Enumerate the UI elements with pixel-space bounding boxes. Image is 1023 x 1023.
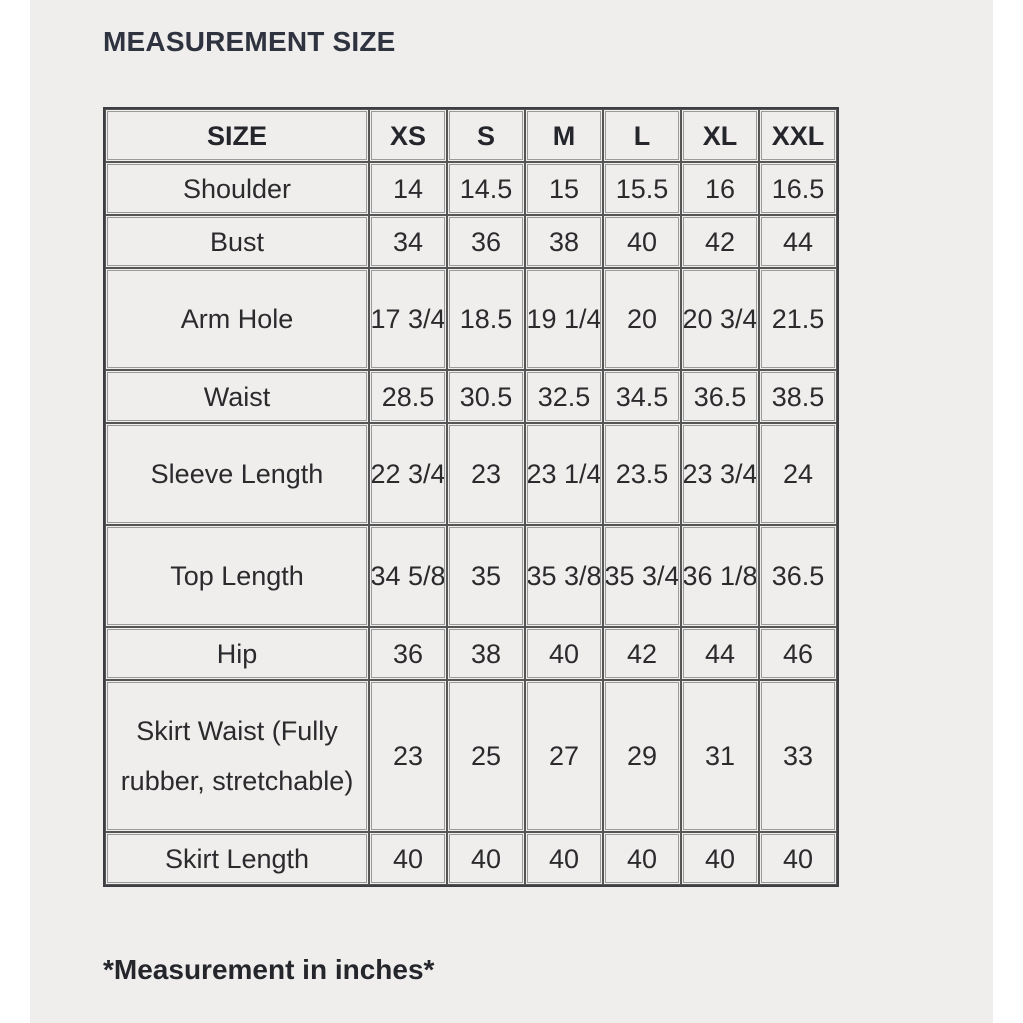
table-row [105, 627, 837, 680]
table-cell: 44 [759, 215, 837, 268]
table-cell: 23.5 [603, 423, 681, 525]
table-cell: 36.5 [759, 525, 837, 627]
table-cell: 34 [369, 215, 447, 268]
table-cell: 22 3/4 [369, 423, 447, 525]
header-cell: M [525, 109, 603, 162]
table-cell: 28.5 [369, 370, 447, 423]
table-cell: 35 3/8 [525, 525, 603, 627]
table-cell: 16 [681, 162, 759, 215]
table-cell: 40 [681, 832, 759, 885]
header-cell: S [447, 109, 525, 162]
table-cell: 34 5/8 [369, 525, 447, 627]
table-cell: 15 [525, 162, 603, 215]
table-cell: 36 1/8 [681, 525, 759, 627]
table-cell: 27 [525, 680, 603, 832]
header-cell: XL [681, 109, 759, 162]
table-cell: 36 [447, 215, 525, 268]
table-cell: 40 [603, 832, 681, 885]
table-cell: 34.5 [603, 370, 681, 423]
table-cell: 40 [447, 832, 525, 885]
row-label: Hip [105, 627, 369, 680]
table-cell: 20 3/4 [681, 268, 759, 370]
table-cell: 42 [681, 215, 759, 268]
table-cell: 36.5 [681, 370, 759, 423]
units-footnote: *Measurement in inches* [103, 954, 435, 985]
table-cell: 29 [603, 680, 681, 832]
table-cell: 38 [525, 215, 603, 268]
table-cell: 36 [369, 627, 447, 680]
table-cell: 15.5 [603, 162, 681, 215]
page-title: MEASUREMENT SIZE [103, 26, 396, 57]
table-row [105, 525, 837, 627]
table-cell: 44 [681, 627, 759, 680]
table-cell: 14 [369, 162, 447, 215]
table-row [105, 370, 837, 423]
row-label: Skirt Length [105, 832, 369, 885]
table-cell: 35 3/4 [603, 525, 681, 627]
table-cell: 40 [525, 627, 603, 680]
table-cell: 38 [447, 627, 525, 680]
row-label: Top Length [105, 525, 369, 627]
table-cell: 16.5 [759, 162, 837, 215]
table-cell: 23 1/4 [525, 423, 603, 525]
table-cell: 25 [447, 680, 525, 832]
header-cell: SIZE [105, 109, 369, 162]
row-label: Bust [105, 215, 369, 268]
table-cell: 14.5 [447, 162, 525, 215]
row-label: Skirt Waist (Fully rubber, stretchable) [105, 680, 369, 832]
table-cell: 40 [603, 215, 681, 268]
header-cell: L [603, 109, 681, 162]
table-row [105, 423, 837, 525]
table-cell: 19 1/4 [525, 268, 603, 370]
table-cell: 40 [369, 832, 447, 885]
table-cell: 30.5 [447, 370, 525, 423]
table-cell: 40 [759, 832, 837, 885]
table-cell: 46 [759, 627, 837, 680]
table-cell: 42 [603, 627, 681, 680]
header-cell: XS [369, 109, 447, 162]
table-cell: 24 [759, 423, 837, 525]
table-cell: 23 [447, 423, 525, 525]
table-cell: 18.5 [447, 268, 525, 370]
table-row [105, 162, 837, 215]
table-cell: 40 [525, 832, 603, 885]
table-cell: 35 [447, 525, 525, 627]
row-label: Sleeve Length [105, 423, 369, 525]
table-cell: 21.5 [759, 268, 837, 370]
table-header-row [105, 109, 837, 162]
table-cell: 32.5 [525, 370, 603, 423]
table-cell: 23 3/4 [681, 423, 759, 525]
table-row [105, 680, 837, 832]
row-label: Arm Hole [105, 268, 369, 370]
row-label: Waist [105, 370, 369, 423]
row-label: Shoulder [105, 162, 369, 215]
table-cell: 33 [759, 680, 837, 832]
table-cell: 17 3/4 [369, 268, 447, 370]
table-cell: 23 [369, 680, 447, 832]
table-cell: 38.5 [759, 370, 837, 423]
size-chart-table [103, 107, 839, 887]
table-cell: 20 [603, 268, 681, 370]
table-row [105, 832, 837, 885]
table-row [105, 268, 837, 370]
table-cell: 31 [681, 680, 759, 832]
header-cell: XXL [759, 109, 837, 162]
table-row [105, 215, 837, 268]
